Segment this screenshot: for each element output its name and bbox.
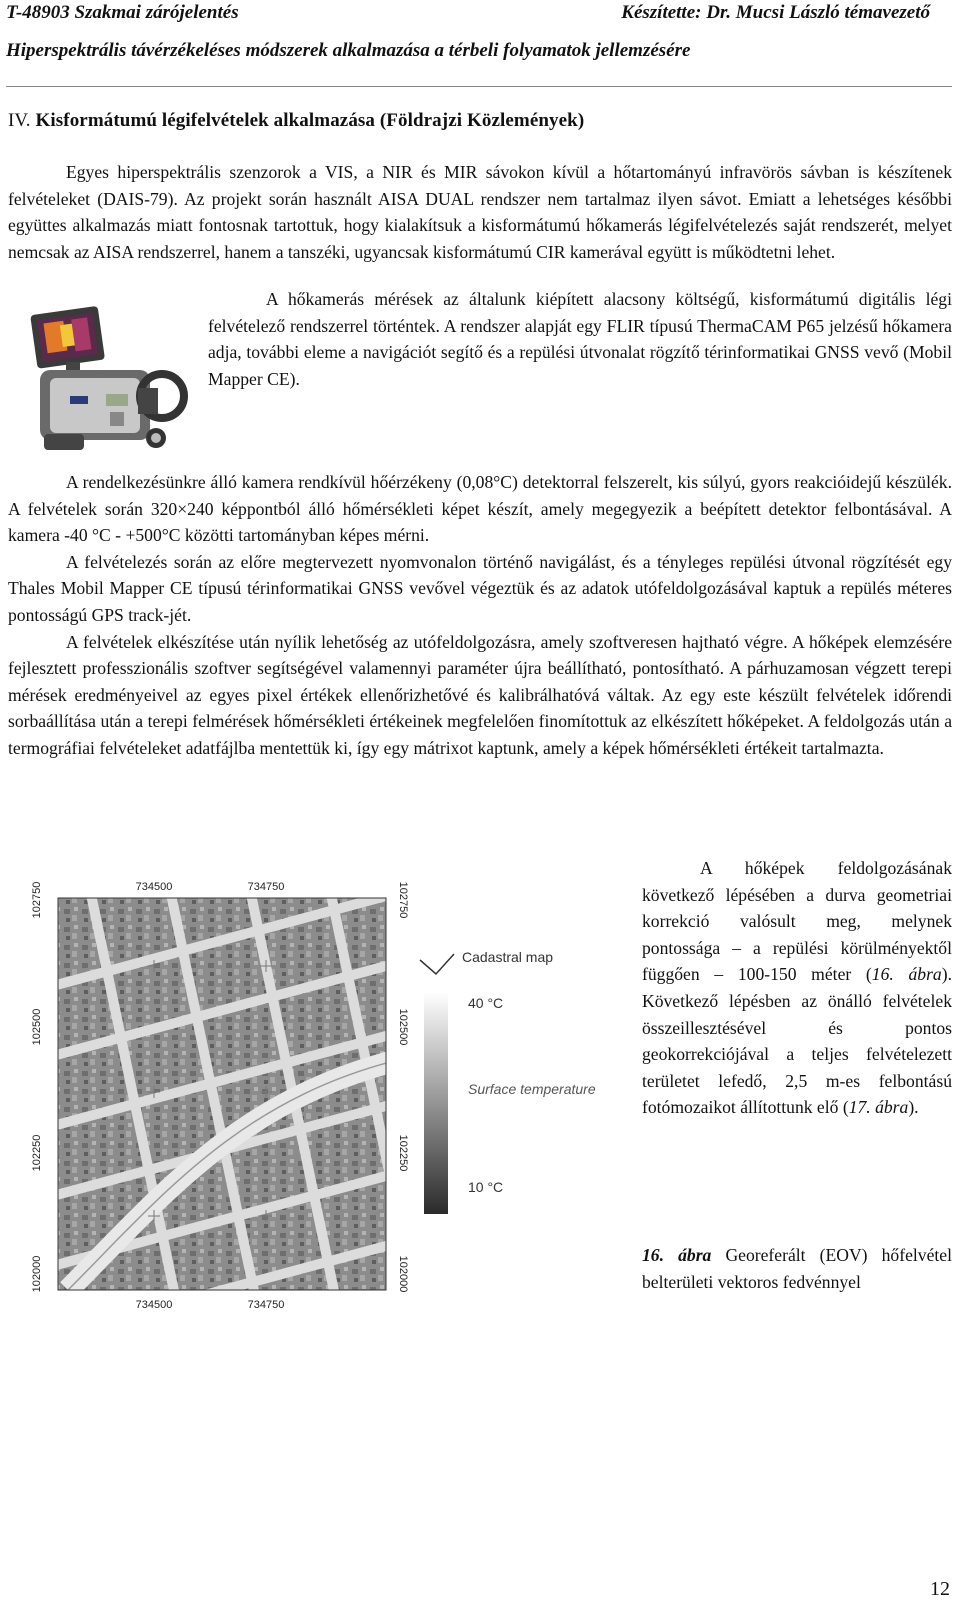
legend-surface-label: Surface temperature bbox=[468, 1081, 596, 1097]
georeferenced-thermal-figure bbox=[8, 870, 636, 1330]
section-number: IV. bbox=[8, 110, 31, 131]
figure-caption-text: Georeferált (EOV) hőfelvétel belterületi vektoros fedvénnyel bbox=[642, 1245, 952, 1292]
y-tick-left-3: 102250 bbox=[31, 1134, 43, 1172]
figure-caption bbox=[642, 1242, 952, 1295]
side-paragraph bbox=[642, 855, 952, 1121]
section-heading bbox=[8, 110, 584, 132]
body-text bbox=[8, 469, 952, 762]
y-tick-left-4: 102000 bbox=[31, 1255, 43, 1293]
section-title: Kisformátumú légifelvételek alkalmazása (Földrajzi Közlemények) bbox=[35, 110, 585, 131]
side-text bbox=[642, 855, 952, 1121]
y-tick-left-2: 102500 bbox=[31, 1008, 43, 1046]
header-author: Készítette: Dr. Mucsi László témavezető bbox=[621, 2, 930, 23]
side-text-part-2: ). Következő lépésben az önálló felvételek összeillesztésével és pontos geokorrekciójával a teljes felvételezett területet lefedő, 2,5 m-es felbontású fotómozaikot állítottunk elő ( bbox=[642, 964, 952, 1118]
temperature-gradient-bar bbox=[424, 992, 448, 1214]
y-tick-left-1: 102750 bbox=[31, 881, 43, 919]
cadastral-line-icon bbox=[420, 954, 454, 974]
figure-ref-17: 17. ábra bbox=[848, 1097, 909, 1118]
x-tick-top-2: 734750 bbox=[247, 881, 285, 893]
y-tick-right-2: 102500 bbox=[397, 1008, 409, 1046]
header-rule bbox=[6, 86, 952, 87]
body-paragraph-1: A rendelkezésünkre álló kamera rendkívül hőérzékeny (0,08°C) detektorral felszerelt, kis súlyú, gyors reakcióidejű készülék. A felvételek során 320×240 képpontból álló hőmérsékleti képet készít, amely megegyezik a beépített detektor felbontásával. A kamera -40 °C - +500°C közötti tartományban képes mérni. bbox=[8, 472, 952, 546]
y-tick-right-1: 102750 bbox=[397, 881, 409, 919]
figure-caption-number: 16. ábra bbox=[642, 1245, 712, 1265]
body-paragraph-3: A felvételek elkészítése után nyílik lehetőség az utófeldolgozásra, amely szoftveresen hajtható végre. A hőképek elemzésére fejlesztett professzionális szoftver segítségével valamennyi paraméter újra beállítható, pontosítható. A párhuzamosan végzett terepi mérések eredményeivel az egyes pixel értékek ellenőrizhetővé és kalibrálhatóvá váltak. Az egy este készült felvételek időrendi sorbaállítása után a terepi felmérések hőmérsékleti értékeinek megfelelően finomítottuk az elkészített hőképeket. A feldolgozás után a termográfiai felvételeket adatfájlba mentettük ki, így egy mátrixot kaptunk, amely a képek hőmérsékleti értékeit tartalmazta. bbox=[8, 631, 952, 758]
legend-min-label: 10 °C bbox=[468, 1179, 504, 1195]
header-title: Hiperspektrális távérzékeléses módszerek alkalmazása a térbeli folyamatok jellemzésére bbox=[6, 40, 691, 61]
y-tick-right-4: 102000 bbox=[397, 1255, 409, 1293]
figure-ref-16: 16. ábra bbox=[871, 964, 942, 985]
body-paragraph-2: A felvételezés során az előre megtervezett nyomvonalon történő navigálást, és a tényleges repülési útvonal rögzítését egy Thales Mobil Mapper CE típusú térinformatikai GNSS vevővel végeztük és az adatok utófeldolgozásával kaptuk a repülés méteres pontosságú GPS track-jét. bbox=[8, 551, 952, 625]
intro-paragraph: Egyes hiperspektrális szenzorok a VIS, a NIR és MIR sávokon kívül a hőtartományú infravörös sávban is készítenek felvételeket (DAIS-79). Az projekt során használt AISA DUAL rendszer nem tartalmaz ilyen sávot. Emiatt a lehetséges későbbi együttes alkalmazás miatt fontosnak tartottuk, hogy kialakítsuk a kisformátumú hőkamerás légifelvételezés saját rendszerét, melyet nemcsak az AISA rendszerrel, hanem a tanszéki, ugyancsak kisformátumú CIR kamerával együtt is működtetni lehet. bbox=[8, 162, 952, 262]
x-tick-top-1: 734500 bbox=[135, 881, 173, 893]
side-text-part-3: ). bbox=[908, 1097, 919, 1118]
y-tick-right-3: 102250 bbox=[397, 1134, 409, 1172]
page-number: 12 bbox=[930, 1578, 950, 1600]
x-tick-bottom-1: 734500 bbox=[135, 1299, 173, 1311]
header-project-id: T-48903 Szakmai zárójelentés bbox=[6, 2, 239, 23]
legend-cadastral-label: Cadastral map bbox=[462, 949, 554, 965]
x-tick-bottom-2: 734750 bbox=[247, 1299, 285, 1311]
camera-paragraph: A hőkamerás mérések az általunk kiépített alacsony költségű, kisformátumú digitális légi felvételező rendszerrel történtek. A rendszer alapját egy FLIR típusú ThermaCAM P65 jelzésű hőkamera adja, további eleme a navigációt segítő és a repülési útvonalat rögzítő térinformatikai GNSS vevő (Mobil Mapper CE). bbox=[208, 289, 952, 389]
thermal-camera-image bbox=[10, 300, 200, 460]
legend-max-label: 40 °C bbox=[468, 995, 504, 1011]
side-text-part-1: A hőképek feldolgozásának következő lépésében a durva geometriai korrekció valósult meg, melynek pontossága – a repülési körülményektől függően – 100-150 méter ( bbox=[642, 858, 952, 985]
